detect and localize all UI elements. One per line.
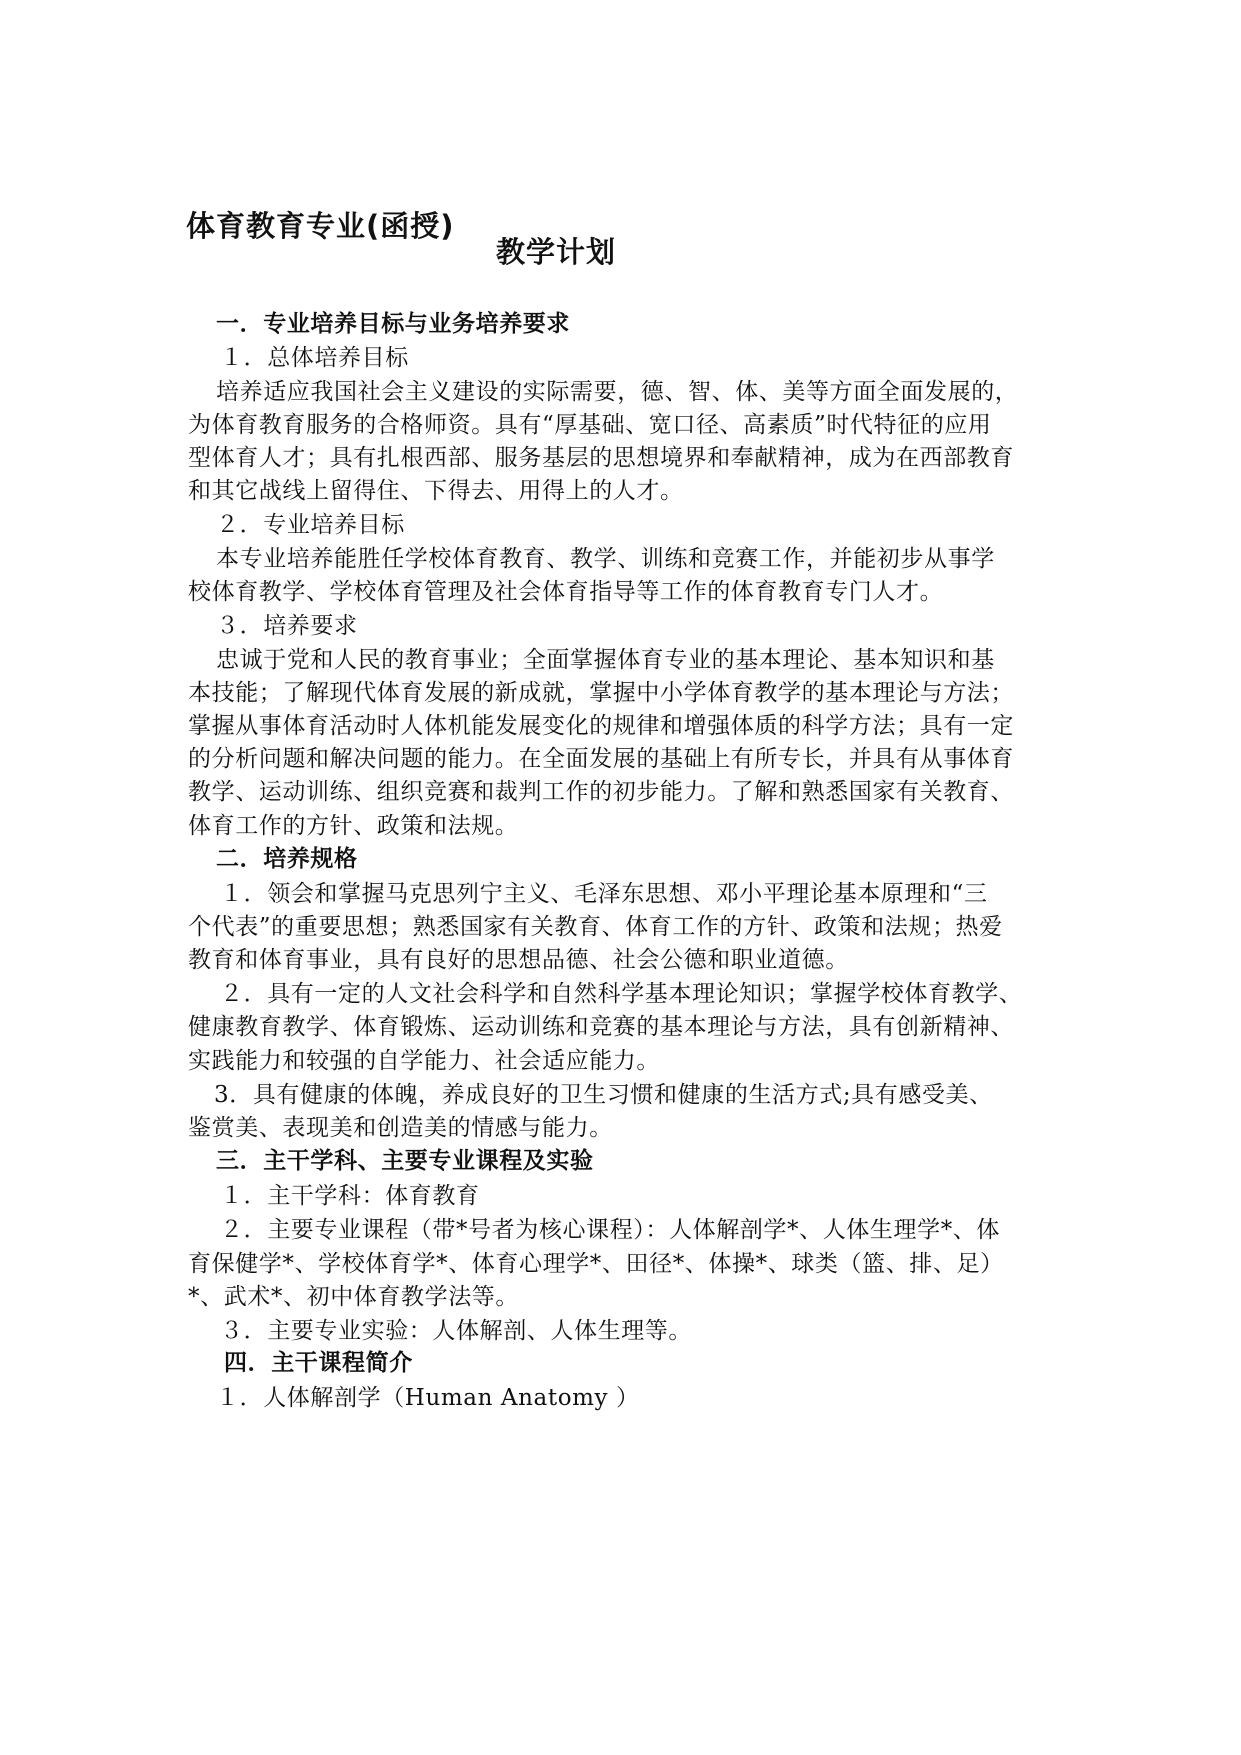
document-title: 体育教育专业(函授) [186,209,455,243]
paragraph-line: 的分析问题和解决问题的能力。在全面发展的基础上有所专长，并具有从事体育 [188,746,1014,772]
document-subtitle: 教学计划 [496,235,617,269]
paragraph-line: 忠诚于党和人民的教育事业；全面掌握体育专业的基本理论、基本知识和基 [216,647,995,673]
paragraph-line: ２．主要专业课程（带*号者为核心课程）：人体解剖学*、人体生理学*、体 [220,1217,1000,1243]
paragraph-line: 培养适应我国社会主义建设的实际需要，德、智、体、美等方面全面发展的， [216,379,1019,405]
paragraph-line: ２．具有一定的人文社会科学和自然科学基本理论知识；掌握学校体育教学、 [220,981,1023,1007]
subsection-heading: ３．培养要求 [216,613,358,639]
subsection-heading: ２．专业培养目标 [216,512,405,538]
paragraph-line: 和其它战线上留得住、下得去、用得上的人才。 [188,478,684,504]
paragraph-line: ３．主要专业实验：人体解剖、人体生理等。 [220,1318,692,1344]
paragraph-line: 个代表”的重要思想；熟悉国家有关教育、体育工作的方针、政策和法规；热爱 [188,914,1003,940]
paragraph-line: 为体育教育服务的合格师资。具有“厚基础、宽口径、高素质”时代特征的应用 [188,412,992,438]
paragraph-line: 本专业培养能胜任学校体育教育、教学、训练和竞赛工作，并能初步从事学 [216,546,995,572]
paragraph-line: １．领会和掌握马克思列宁主义、毛泽东思想、邓小平理论基本原理和“三 [220,881,988,907]
paragraph-line: 型体育人才；具有扎根西部、服务基层的思想境界和奉献精神，成为在西部教育 [188,445,1014,471]
paragraph-line: 教学、运动训练、组织竞赛和裁判工作的初步能力。了解和熟悉国家有关教育、 [188,779,1014,805]
paragraph-line: 3．具有健康的体魄，养成良好的卫生习惯和健康的生活方式;具有感受美、 [214,1082,993,1108]
section-heading-2: 二．培养规格 [216,846,358,872]
paragraph-line: *、武术*、初中体育教学法等。 [188,1284,519,1310]
paragraph-line: １．主干学科：体育教育 [220,1183,480,1209]
paragraph-line: 校体育教学、学校体育管理及社会体育指导等工作的体育教育专门人才。 [188,579,944,605]
paragraph-line: 体育工作的方针、政策和法规。 [188,813,519,839]
paragraph-line: 健康教育教学、体育锻炼、运动训练和竞赛的基本理论与方法，具有创新精神、 [188,1014,1014,1040]
section-heading-4: 四．主干课程简介 [224,1350,413,1376]
paragraph-line: 教育和体育事业，具有良好的思想品德、社会公德和职业道德。 [188,947,849,973]
paragraph-line: 育保健学*、学校体育学*、体育心理学*、田径*、体操*、球类（篮、排、足） [188,1251,1004,1277]
paragraph-line: 鉴赏美、表现美和创造美的情感与能力。 [188,1115,613,1141]
paragraph-line: 掌握从事体育活动时人体机能发展变化的规律和增强体质的科学方法；具有一定 [188,713,1014,739]
section-heading-1: 一．专业培养目标与业务培养要求 [216,311,570,337]
subsection-heading: １．人体解剖学（Human Anatomy ） [216,1385,640,1411]
paragraph-line: 实践能力和较强的自学能力、社会适应能力。 [188,1048,660,1074]
paragraph-line: 本技能；了解现代体育发展的新成就，掌握中小学体育教学的基本理论与方法； [188,680,1014,706]
section-heading-3: 三．主干学科、主要专业课程及实验 [216,1148,594,1174]
subsection-heading: １．总体培养目标 [220,345,409,371]
